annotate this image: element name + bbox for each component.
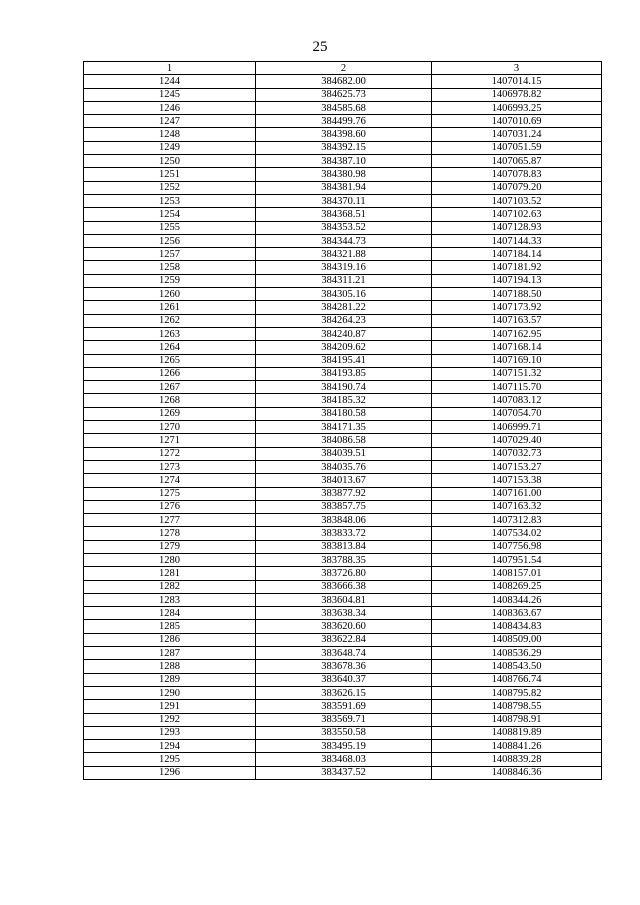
x-coordinate-cell: 384344.73 [256,234,432,247]
y-coordinate-cell: 1407169.10 [432,354,602,367]
table-row [84,460,602,473]
y-coordinate-cell: 1407103.52 [432,194,602,207]
x-coordinate-cell: 383640.37 [256,673,432,686]
y-coordinate-cell: 1407029.40 [432,434,602,447]
table-row [84,168,602,181]
point-number-cell: 1267 [84,381,256,394]
x-coordinate-cell: 384585.68 [256,101,432,114]
x-coordinate-cell: 384321.88 [256,248,432,261]
x-coordinate-cell: 384190.74 [256,381,432,394]
point-number-cell: 1259 [84,274,256,287]
y-coordinate-cell: 1407079.20 [432,181,602,194]
y-coordinate-cell: 1408434.83 [432,620,602,633]
point-number-cell: 1278 [84,527,256,540]
x-coordinate-cell: 384185.32 [256,394,432,407]
x-coordinate-cell: 384240.87 [256,327,432,340]
y-coordinate-cell: 1406978.82 [432,88,602,101]
table-row [84,540,602,553]
point-number-cell: 1251 [84,168,256,181]
point-number-cell: 1280 [84,553,256,566]
point-number-cell: 1283 [84,593,256,606]
table-row [84,221,602,234]
y-coordinate-cell: 1407312.83 [432,514,602,527]
table-row [84,367,602,380]
table-row [84,407,602,420]
table-row [84,181,602,194]
table-row [84,301,602,314]
table-row [84,713,602,726]
y-coordinate-cell: 1408795.82 [432,686,602,699]
header-row [84,62,602,75]
page-number: 25 [312,39,328,55]
x-coordinate-cell: 384013.67 [256,474,432,487]
point-number-cell: 1274 [84,474,256,487]
x-coordinate-cell: 384180.58 [256,407,432,420]
x-coordinate-cell: 383857.75 [256,500,432,513]
y-coordinate-cell: 1408798.91 [432,713,602,726]
point-number-cell: 1291 [84,700,256,713]
table-row [84,647,602,660]
point-number-cell: 1265 [84,354,256,367]
table-row [84,194,602,207]
x-coordinate-cell: 383437.52 [256,766,432,779]
point-number-cell: 1270 [84,421,256,434]
point-number-cell: 1296 [84,766,256,779]
table-row [84,421,602,434]
table-row [84,261,602,274]
table-row [84,580,602,593]
x-coordinate-cell: 384387.10 [256,155,432,168]
table-row [84,553,602,566]
point-number-cell: 1260 [84,288,256,301]
y-coordinate-cell: 1408846.36 [432,766,602,779]
x-coordinate-cell: 383666.38 [256,580,432,593]
table-row [84,434,602,447]
table-row [84,288,602,301]
point-number-cell: 1253 [84,194,256,207]
point-number-cell: 1257 [84,248,256,261]
y-coordinate-cell: 1407534.02 [432,527,602,540]
y-coordinate-cell: 1408344.26 [432,593,602,606]
x-coordinate-cell: 384311.21 [256,274,432,287]
point-number-cell: 1244 [84,75,256,88]
x-coordinate-cell: 383550.58 [256,726,432,739]
table-row [84,686,602,699]
table-row [84,141,602,154]
point-number-cell: 1248 [84,128,256,141]
table-row [84,474,602,487]
table-row [84,155,602,168]
table-row [84,500,602,513]
x-coordinate-cell: 383678.36 [256,660,432,673]
y-coordinate-cell: 1407031.24 [432,128,602,141]
table-row [84,673,602,686]
x-coordinate-cell: 383620.60 [256,620,432,633]
y-coordinate-cell: 1407163.57 [432,314,602,327]
x-coordinate-cell: 384281.22 [256,301,432,314]
x-coordinate-cell: 383622.84 [256,633,432,646]
point-number-cell: 1250 [84,155,256,168]
x-coordinate-cell: 384264.23 [256,314,432,327]
y-coordinate-cell: 1408766.74 [432,673,602,686]
table-row [84,208,602,221]
table-row [84,700,602,713]
y-coordinate-cell: 1408543.50 [432,660,602,673]
point-number-cell: 1262 [84,314,256,327]
coordinates-table [83,61,602,780]
y-coordinate-cell: 1407102.63 [432,208,602,221]
y-coordinate-cell: 1407054.70 [432,407,602,420]
point-number-cell: 1284 [84,607,256,620]
table-row [84,128,602,141]
x-coordinate-cell: 383626.15 [256,686,432,699]
table-row [84,394,602,407]
point-number-cell: 1249 [84,141,256,154]
x-coordinate-cell: 384195.41 [256,354,432,367]
point-number-cell: 1264 [84,341,256,354]
table-row [84,527,602,540]
point-number-cell: 1255 [84,221,256,234]
table-row [84,248,602,261]
table-row [84,620,602,633]
y-coordinate-cell: 1406993.25 [432,101,602,114]
point-number-cell: 1261 [84,301,256,314]
x-coordinate-cell: 383495.19 [256,740,432,753]
table-row [84,514,602,527]
point-number-cell: 1292 [84,713,256,726]
point-number-cell: 1252 [84,181,256,194]
table-row [84,354,602,367]
y-coordinate-cell: 1407163.32 [432,500,602,513]
x-coordinate-cell: 383604.81 [256,593,432,606]
point-number-cell: 1289 [84,673,256,686]
y-coordinate-cell: 1407014.15 [432,75,602,88]
x-coordinate-cell: 384171.35 [256,421,432,434]
y-coordinate-cell: 1407078.83 [432,168,602,181]
x-coordinate-cell: 383813.84 [256,540,432,553]
x-coordinate-cell: 384499.76 [256,115,432,128]
x-coordinate-cell: 383638.34 [256,607,432,620]
y-coordinate-cell: 1407083.12 [432,394,602,407]
x-coordinate-cell: 383726.80 [256,567,432,580]
x-coordinate-cell: 383877.92 [256,487,432,500]
point-number-cell: 1269 [84,407,256,420]
point-number-cell: 1246 [84,101,256,114]
x-coordinate-cell: 384381.94 [256,181,432,194]
table-row [84,740,602,753]
table-header [84,62,602,75]
table-row [84,327,602,340]
x-coordinate-cell: 383648.74 [256,647,432,660]
point-number-cell: 1245 [84,88,256,101]
point-number-cell: 1288 [84,660,256,673]
y-coordinate-cell: 1407032.73 [432,447,602,460]
x-coordinate-cell: 383569.71 [256,713,432,726]
y-coordinate-cell: 1407184.14 [432,248,602,261]
table-row [84,753,602,766]
point-number-cell: 1258 [84,261,256,274]
point-number-cell: 1266 [84,367,256,380]
y-coordinate-cell: 1407756.98 [432,540,602,553]
x-coordinate-cell: 384353.52 [256,221,432,234]
x-coordinate-cell: 384398.60 [256,128,432,141]
table-row [84,274,602,287]
x-coordinate-cell: 384625.73 [256,88,432,101]
x-coordinate-cell: 384319.16 [256,261,432,274]
y-coordinate-cell: 1408363.67 [432,607,602,620]
table-row [84,381,602,394]
table-row [84,567,602,580]
point-number-cell: 1247 [84,115,256,128]
column-header-3: 3 [432,62,602,75]
y-coordinate-cell: 1408269.25 [432,580,602,593]
point-number-cell: 1276 [84,500,256,513]
x-coordinate-cell: 383788.35 [256,553,432,566]
x-coordinate-cell: 384305.16 [256,288,432,301]
y-coordinate-cell: 1406999.71 [432,421,602,434]
y-coordinate-cell: 1408841.26 [432,740,602,753]
y-coordinate-cell: 1408157.01 [432,567,602,580]
x-coordinate-cell: 384193.85 [256,367,432,380]
point-number-cell: 1256 [84,234,256,247]
point-number-cell: 1277 [84,514,256,527]
table-row [84,447,602,460]
x-coordinate-cell: 384370.11 [256,194,432,207]
x-coordinate-cell: 384035.76 [256,460,432,473]
point-number-cell: 1275 [84,487,256,500]
point-number-cell: 1285 [84,620,256,633]
y-coordinate-cell: 1407153.38 [432,474,602,487]
y-coordinate-cell: 1408798.55 [432,700,602,713]
y-coordinate-cell: 1407168.14 [432,341,602,354]
y-coordinate-cell: 1407181.92 [432,261,602,274]
x-coordinate-cell: 384368.51 [256,208,432,221]
point-number-cell: 1282 [84,580,256,593]
x-coordinate-cell: 384039.51 [256,447,432,460]
point-number-cell: 1272 [84,447,256,460]
y-coordinate-cell: 1407065.87 [432,155,602,168]
y-coordinate-cell: 1407188.50 [432,288,602,301]
y-coordinate-cell: 1407051.59 [432,141,602,154]
point-number-cell: 1279 [84,540,256,553]
table-row [84,487,602,500]
y-coordinate-cell: 1407144.33 [432,234,602,247]
table-row [84,607,602,620]
y-coordinate-cell: 1407010.69 [432,115,602,128]
column-header-2: 2 [256,62,432,75]
x-coordinate-cell: 384380.98 [256,168,432,181]
point-number-cell: 1295 [84,753,256,766]
y-coordinate-cell: 1407153.27 [432,460,602,473]
table-row [84,766,602,779]
point-number-cell: 1287 [84,647,256,660]
x-coordinate-cell: 384086.58 [256,434,432,447]
point-number-cell: 1268 [84,394,256,407]
table-row [84,726,602,739]
table-row [84,633,602,646]
x-coordinate-cell: 383848.06 [256,514,432,527]
y-coordinate-cell: 1407162.95 [432,327,602,340]
point-number-cell: 1263 [84,327,256,340]
x-coordinate-cell: 384682.00 [256,75,432,88]
y-coordinate-cell: 1407151.32 [432,367,602,380]
point-number-cell: 1254 [84,208,256,221]
x-coordinate-cell: 383591.69 [256,700,432,713]
x-coordinate-cell: 384209.62 [256,341,432,354]
point-number-cell: 1281 [84,567,256,580]
y-coordinate-cell: 1407173.92 [432,301,602,314]
table-row [84,115,602,128]
table-body [84,75,602,780]
x-coordinate-cell: 384392.15 [256,141,432,154]
y-coordinate-cell: 1407115.70 [432,381,602,394]
y-coordinate-cell: 1407128.93 [432,221,602,234]
table-row [84,314,602,327]
point-number-cell: 1290 [84,686,256,699]
column-header-1: 1 [84,62,256,75]
point-number-cell: 1273 [84,460,256,473]
y-coordinate-cell: 1408839.28 [432,753,602,766]
table-row [84,341,602,354]
point-number-cell: 1271 [84,434,256,447]
table-row [84,660,602,673]
y-coordinate-cell: 1407194.13 [432,274,602,287]
point-number-cell: 1294 [84,740,256,753]
table-row [84,234,602,247]
x-coordinate-cell: 383468.03 [256,753,432,766]
x-coordinate-cell: 383833.72 [256,527,432,540]
table-row [84,75,602,88]
y-coordinate-cell: 1407161.00 [432,487,602,500]
point-number-cell: 1293 [84,726,256,739]
table-row [84,101,602,114]
y-coordinate-cell: 1408819.89 [432,726,602,739]
table-row [84,88,602,101]
table-row [84,593,602,606]
y-coordinate-cell: 1408536.29 [432,647,602,660]
point-number-cell: 1286 [84,633,256,646]
y-coordinate-cell: 1408509.00 [432,633,602,646]
y-coordinate-cell: 1407951.54 [432,553,602,566]
